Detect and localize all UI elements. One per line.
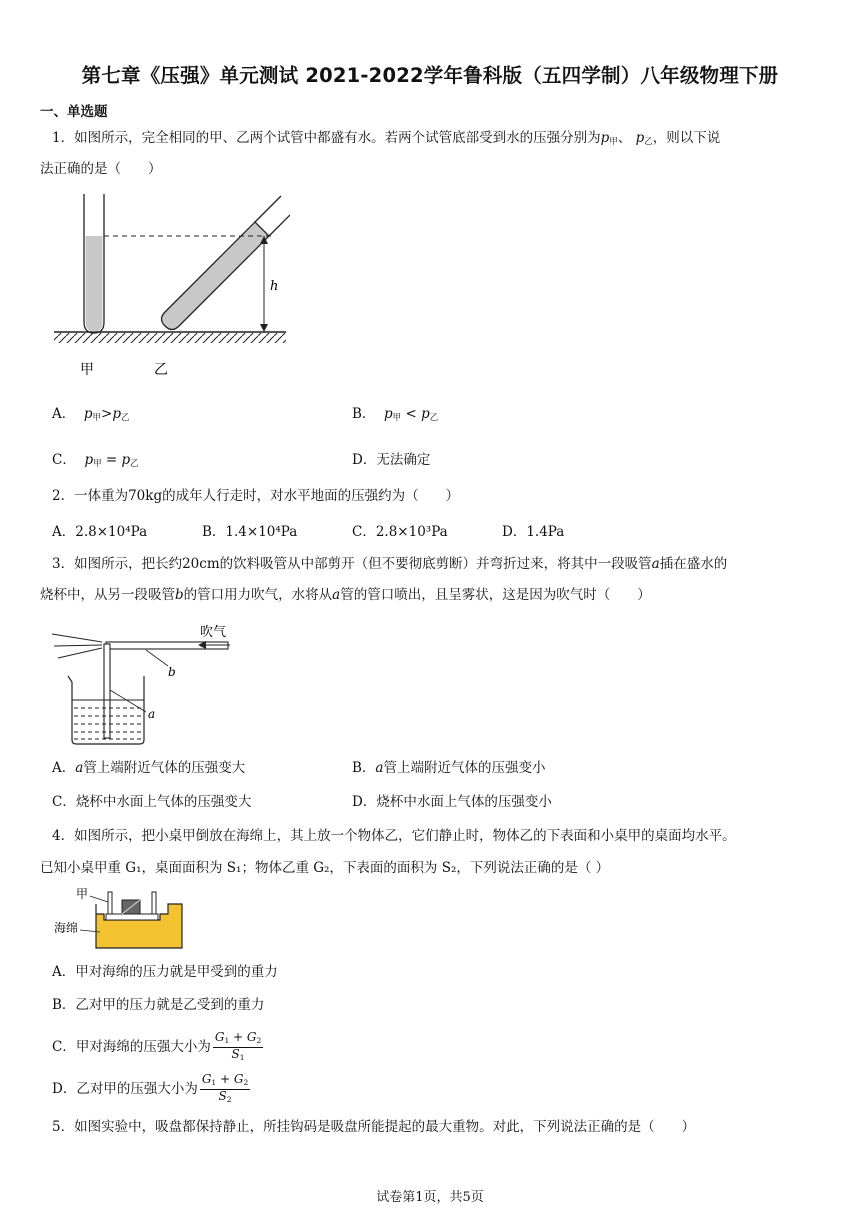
q3-stem-line2: 烧杯中，从另一段吸管b的管口用力吹气，水将从a管的管口喷出，且呈雾状，这是因为吹气时（ ） xyxy=(40,587,651,603)
q4-stem-line2: 已知小桌甲重 G₁，桌面面积为 S₁；物体乙重 G₂，下表面的面积为 S₂，下列说法正确的是（ ） xyxy=(40,860,610,876)
q4-option-c: C．甲对海绵的压强大小为 $\frac{G_1 + G_2}{S_1}$ xyxy=(52,1030,262,1062)
section-heading: 一、单选题 xyxy=(40,104,108,120)
q4-fig-sponge-label: 海绵 xyxy=(54,921,79,935)
q3-fig-a-label: a xyxy=(148,707,156,721)
q4-option-d: D．乙对甲的压强大小为 $\frac{G_1 + G_2}{S_2}$ xyxy=(52,1072,249,1104)
q4-option-d-fraction: $\frac{G_1 + G_2}{S_2}$ xyxy=(201,1072,249,1104)
q1-fig-jia-label: 甲 xyxy=(80,362,94,378)
q3-option-c: C．烧杯中水面上气体的压强变大 xyxy=(52,794,252,810)
q3-fig-b-label: b xyxy=(168,665,176,679)
q2-option-d: D．1.4Pa xyxy=(502,524,565,540)
page-footer: 试卷第1页，共5页 xyxy=(376,1190,484,1205)
q1-fig-yi-label: 乙 xyxy=(154,362,168,378)
q3-fig-blow-label: 吹气 xyxy=(200,625,227,640)
q3-option-d: D．烧杯中水面上气体的压强变小 xyxy=(352,794,552,810)
page-title: 第七章《压强》单元测试 2021-2022学年鲁科版（五四学制）八年级物理下册 xyxy=(81,64,779,87)
q5-stem: 5．如图实验中，吸盘都保持静止，所挂钩码是吸盘所能提起的最大重物。对此，下列说法正确的是（ ） xyxy=(52,1119,696,1135)
q4-stem-line1: 4．如图所示，把小桌甲倒放在海绵上，其上放一个物体乙，它们静止时，物体乙的下表面和小桌甲的桌面均水平。 xyxy=(52,828,736,844)
q3-option-b: B．a管上端附近气体的压强变小 xyxy=(352,760,546,776)
q4-fig-jia-label: 甲 xyxy=(76,887,89,901)
q4-option-a: A．甲对海绵的压力就是甲受到的重力 xyxy=(52,964,278,980)
q2-option-b: B．1.4×10⁴Pa xyxy=(202,524,298,540)
q1-stem-line1: 1．如图所示，完全相同的甲、乙两个试管中都盛有水。若两个试管底部受到水的压强分别为$p_甲$、 $p_乙$，则以下说 xyxy=(52,130,721,147)
q3-stem-line1: 3．如图所示，把长约20cm的饮料吸管从中部剪开（但不要彻底剪断）并弯折过来，将其中一段吸管a插在盛水的 xyxy=(52,556,728,572)
q4-option-c-fraction: $\frac{G_1 + G_2}{S_1}$ xyxy=(214,1030,262,1062)
q1-option-d: D．无法确定 xyxy=(352,452,431,468)
q1-option-a: A． $p_甲>p_乙$ xyxy=(52,406,130,423)
q1-option-b: B． $p_甲 < p_乙$ xyxy=(352,406,439,423)
q1-option-c: C． $p_甲 = p_乙$ xyxy=(52,452,139,469)
q3-straw-beaker-figure xyxy=(50,620,240,748)
q2-stem: 2．一体重为70kg的成年人行走时，对水平地面的压强约为（ ） xyxy=(52,488,460,504)
q1-stem-line2: 法正确的是（ ） xyxy=(40,161,162,177)
q1-fig-h-label: h xyxy=(270,279,279,294)
q2-option-a: A．2.8×10⁴Pa xyxy=(52,524,148,540)
q4-option-b: B．乙对甲的压力就是乙受到的重力 xyxy=(52,997,265,1013)
q2-option-c: C．2.8×10³Pa xyxy=(352,524,448,540)
q4-sponge-table-figure xyxy=(50,884,186,954)
q1-test-tube-figure xyxy=(50,192,290,392)
q3-option-a: A．a管上端附近气体的压强变大 xyxy=(52,760,246,776)
